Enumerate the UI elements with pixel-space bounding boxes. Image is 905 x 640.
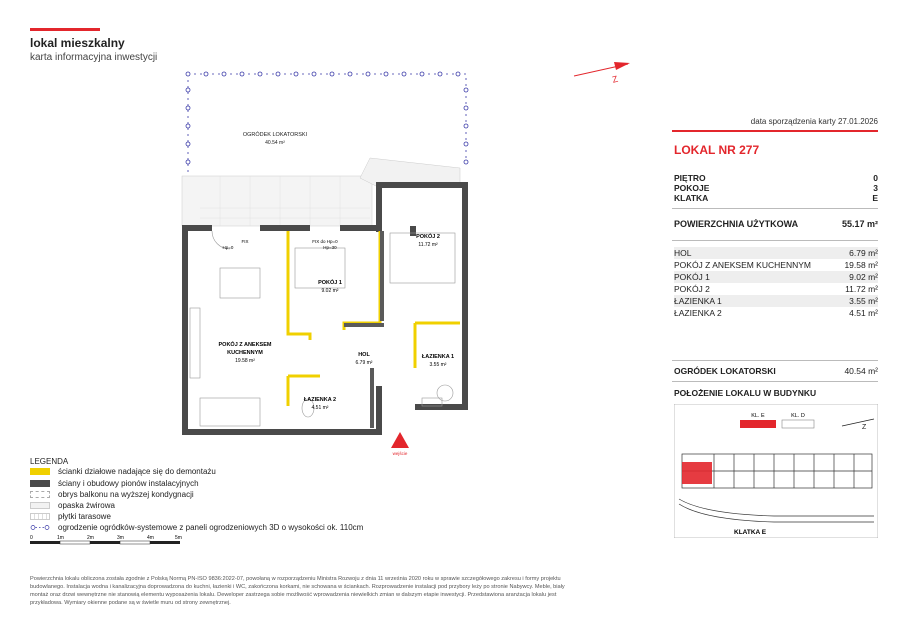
room2-area: 11.72 m² bbox=[418, 242, 438, 248]
room-name: HOL bbox=[674, 248, 692, 258]
entrance-marker bbox=[391, 432, 409, 448]
hp-label-2: Hp=30 bbox=[323, 245, 337, 250]
kitchen-room-area: 19.58 m² bbox=[235, 358, 255, 364]
legend-swatch-gravel bbox=[30, 502, 50, 509]
legend-swatch-tiles bbox=[30, 513, 50, 520]
legend-label: opaska żwirowa bbox=[58, 500, 115, 510]
legend-item bbox=[30, 466, 216, 476]
legend-label: ścianki działowe nadające się do demontażu bbox=[58, 466, 216, 476]
rooms-count-row bbox=[674, 183, 878, 193]
hp-label-1: Hp=0 bbox=[222, 245, 234, 250]
staircase-label: KLATKA bbox=[674, 193, 709, 203]
room-row bbox=[674, 295, 878, 307]
page-subtitle: karta informacyjna inwestycji bbox=[30, 52, 158, 63]
info-accent-bar bbox=[672, 130, 878, 132]
keyplan-kl-e: KL. E bbox=[751, 413, 765, 419]
rooms-count-label: POKOJE bbox=[674, 183, 710, 193]
keyplan-kl-d: KL. D bbox=[791, 413, 805, 419]
legend-label: obrys balkonu na wyższej kondygnacji bbox=[58, 489, 194, 499]
scale-bar bbox=[30, 533, 190, 545]
room-row bbox=[674, 259, 878, 271]
scale-tick: 3m bbox=[117, 535, 124, 541]
scale-tick: 1m bbox=[57, 535, 64, 541]
legend-item bbox=[30, 500, 115, 510]
room-row bbox=[674, 283, 878, 295]
area-label: POWIERZCHNIA UŻYTKOWA bbox=[674, 219, 799, 229]
scale-tick: 4m bbox=[147, 535, 154, 541]
legend-item bbox=[30, 511, 111, 521]
footnote: Powierzchnia lokalu obliczona została zgodnie z Polską Normą PN-ISO 9836:2022-07, powołaną w rozporządzeniu Ministra Rozwoju z dnia 11 września 2020 roku w sprawie szczegółowego zakresu i formy projektu budowlanego. Instalacja wodna i kanalizacyjna doprowadzona do kuchni, łazienki i WC, zakończona korkami, nie schowana w ściankach. Rozprowadzenie instalacji pod przybory leży po stronie Nabywcy. Meble, biały montaż oraz drzwi wewnętrzne nie stanowią elementu wyposażenia lokalu. Deweloper zastrzega sobie możliwość wprowadzenia niewielkich zmian w dalszym etapie inwestycji. Przedstawiona aranżacja lokalu jest przykładowa. Wymiary okienne podane są w świetle muru od strony zewnętrznej. bbox=[30, 576, 565, 606]
divider bbox=[672, 240, 878, 241]
legend-title: LEGENDA bbox=[30, 457, 69, 466]
garden-info-label: OGRÓDEK LOKATORSKI bbox=[674, 366, 776, 376]
divider bbox=[672, 360, 878, 361]
legend-label: ściany i obudowy pionów instalacyjnych bbox=[58, 478, 199, 488]
sheet-date: data sporządzenia karty 27.01.2026 bbox=[750, 117, 878, 126]
legend-item bbox=[30, 522, 363, 532]
bath2-name: ŁAZIENKA 2 bbox=[303, 397, 337, 403]
kitchen-room-name1: POKÓJ Z ANEKSEM bbox=[218, 342, 272, 348]
keyplan-unit-highlight bbox=[682, 462, 712, 484]
scale-tick: 2m bbox=[87, 535, 94, 541]
floor-value: 0 bbox=[873, 173, 878, 183]
hall-name: HOL bbox=[358, 352, 370, 358]
fix-label-1: FIX bbox=[241, 239, 249, 244]
legend-label: płytki tarasowe bbox=[58, 511, 111, 521]
scale-tick: 5m bbox=[175, 535, 182, 541]
location-heading: POŁOŻENIE LOKALU W BUDYNKU bbox=[674, 388, 817, 398]
legend-fence-icon bbox=[30, 524, 50, 531]
legend-item bbox=[30, 478, 199, 488]
room-area: 19.58 m² bbox=[844, 260, 878, 270]
room-row bbox=[674, 271, 878, 283]
legend-item bbox=[30, 489, 194, 499]
room-row bbox=[674, 307, 878, 319]
hall-area: 6.79 m² bbox=[355, 360, 373, 366]
room-area: 11.72 m² bbox=[845, 284, 878, 294]
svg-text:Z: Z bbox=[611, 73, 620, 85]
room-row bbox=[674, 247, 878, 259]
keyplan-staircase-e bbox=[740, 420, 776, 428]
room-name: ŁAZIENKA 2 bbox=[674, 308, 722, 318]
unit-title: LOKAL NR 277 bbox=[674, 143, 760, 157]
rooms-count-value: 3 bbox=[873, 183, 878, 193]
garden-row bbox=[674, 366, 878, 376]
garden-info-value: 40.54 m² bbox=[844, 366, 878, 376]
floor-label: PIĘTRO bbox=[674, 173, 706, 183]
room-area: 6.79 m² bbox=[849, 248, 878, 258]
staircase-value: E bbox=[872, 193, 878, 203]
area-row bbox=[674, 219, 878, 229]
garden-label: OGRÓDEK LOKATORSKI bbox=[242, 132, 308, 138]
entrance-label: wejście bbox=[392, 451, 408, 456]
room-name: ŁAZIENKA 1 bbox=[674, 296, 722, 306]
legend-swatch-dark bbox=[30, 480, 50, 487]
keyplan-caption: KLATKA E bbox=[734, 529, 767, 536]
north-arrow-icon bbox=[570, 58, 640, 88]
scale-tick: 0 bbox=[30, 535, 33, 541]
kitchen-room-name2: KUCHENNYM bbox=[227, 350, 263, 356]
room1-area: 9.02 m² bbox=[321, 288, 339, 294]
room-name: POKÓJ 2 bbox=[674, 284, 710, 294]
room-name: POKÓJ 1 bbox=[674, 272, 710, 282]
fix-label-2: FIX do Hp=0 bbox=[312, 239, 338, 244]
room-area: 3.55 m² bbox=[849, 296, 878, 306]
bath1-area: 3.55 m² bbox=[429, 362, 447, 368]
header-accent-bar bbox=[30, 28, 100, 31]
floor-plan bbox=[160, 68, 490, 458]
legend-swatch-yellow bbox=[30, 468, 50, 475]
garden-fence bbox=[188, 74, 466, 172]
staircase-row bbox=[674, 193, 878, 203]
legend-swatch-dashed bbox=[30, 491, 50, 498]
divider bbox=[672, 208, 878, 209]
page-title: lokal mieszkalny bbox=[30, 36, 125, 50]
location-heading-row bbox=[674, 388, 878, 398]
key-plan bbox=[674, 404, 878, 538]
room-area: 9.02 m² bbox=[849, 272, 878, 282]
bath2-area: 4.51 m² bbox=[311, 405, 329, 411]
room1-name: POKÓJ 1 bbox=[318, 280, 342, 286]
floor-row bbox=[674, 173, 878, 183]
room-name: POKÓJ Z ANEKSEM KUCHENNYM bbox=[674, 260, 811, 270]
garden-area: 40.54 m² bbox=[265, 140, 285, 146]
svg-text:Z: Z bbox=[862, 424, 867, 431]
room2-name: POKÓJ 2 bbox=[416, 234, 440, 240]
legend-label: ogrodzenie ogródków-systemowe z paneli ogrodzeniowych 3D o wysokości ok. 110cm bbox=[58, 522, 364, 532]
area-value: 55.17 m² bbox=[841, 219, 878, 229]
keyplan-staircase-d bbox=[782, 420, 814, 428]
divider bbox=[672, 381, 878, 382]
bath1-name: ŁAZIENKA 1 bbox=[421, 354, 455, 360]
room-area: 4.51 m² bbox=[849, 308, 878, 318]
